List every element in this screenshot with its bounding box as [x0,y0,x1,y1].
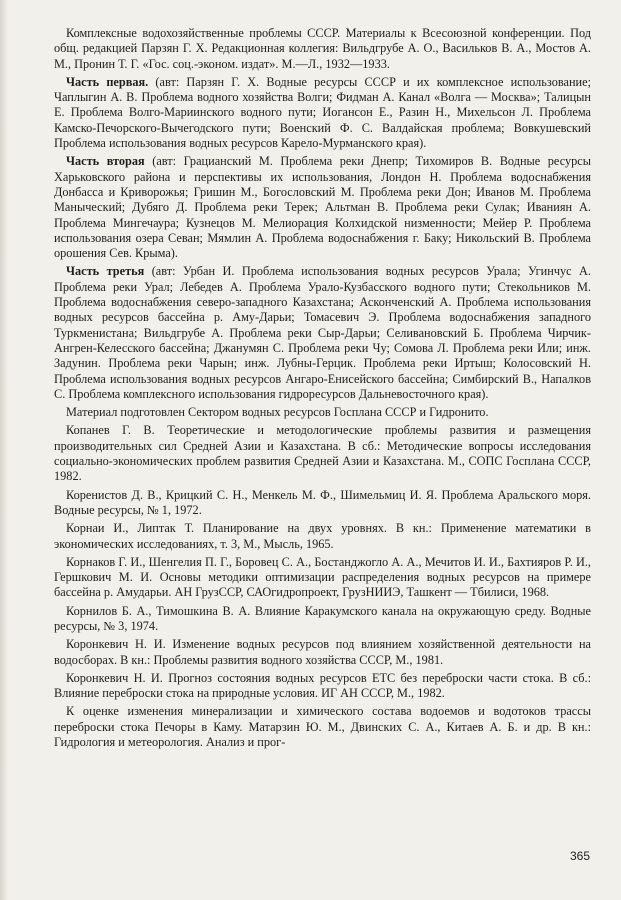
bibliography-entry [54,704,591,750]
bibliography-entry [54,604,591,635]
part-label: Часть первая. [66,74,149,89]
part-label: Часть третья [66,264,145,279]
entry-text: Комплексные водохозяйственные проблемы СССР. Материалы к Всесоюзной конференции. Под общ. редакцией Парзян Г. Х. Редакционная коллегия: Вильдгрубе А. О., Васильков В. А., Мостов А. М., Пронин Т. Г. «Гос. соц.-эконом. издат». М.—Л., 1932—1933. [54,26,591,71]
part-two-entry [54,154,591,261]
bibliography-entry [54,488,591,519]
material-note [54,405,591,420]
entry-text: Корнаи И., Липтак Т. Планирование на двух уровнях. В кн.: Применение математики в экономических исследованиях, т. 3, М., Мысль, 1965. [54,521,591,551]
entry-text: Корнаков Г. И., Шенгелия П. Г., Боровец С. А., Бостанджогло А. А., Мечитов И. И., Бахтияров Р. И., Гершкович М. И. Основы методики оптимизации распределения водных ресурсов на примере бассейна р. Амударьи. АН ГрузССР, САОгидропроект, ГрузНИИЭ, Ташкент — Тбилиси, 1968. [54,554,591,600]
note-text: Материал подготовлен Сектором водных ресурсов Госплана СССР и Гидронито. [66,405,489,420]
bibliography-entry [54,423,591,484]
bibliography-entry [54,521,591,552]
bibliography-entry [54,555,591,601]
bibliography-entry [54,26,591,72]
entry-text: Коронкевич Н. И. Прогноз состояния водных ресурсов ЕТС без переброски части стока. В сб.: Влияние переброски стока на природные условия. ИГ АН СССР, М., 1982. [54,670,591,701]
part-text: (авт: Урбан И. Проблема использования водных ресурсов Урала; Угинчус А. Проблема реки Урал; Лебедев А. Проблема Урало-Кузбасского водного пути; Стекольников М. Проблема водоснабжения северо-западного Казахстана; Асконченский А. Проблема использования водных ресурсов бассейна р. Аму-Дарьи; Томасевич Э. Проблема водоснабжения западного Туркменистана; Вильдгрубе А. Проблема реки Сыр-Дарьи; Селивановский Б. Проблема Чирчик-Ангрен-Келесского бассейна; Джанумян С. Проблема реки Чу; Сомова Л. Проблема реки Или; инж. Задунин. Проблема реки Чарын; инж. Лубны-Герцик. Проблема реки Иртыш; Колосовский Н. Проблема использования водных ресурсов Ангаро-Енисейского бассейна; Симбирский В., Напалков С. Проблема комплексного использования гидроресурсов Дальневосточного края). [54,264,591,401]
part-text: (авт: Парзян Г. Х. Водные ресурсы СССР и их комплексное использование; Чаплыгин А. В. Проблема водного хозяйства Волги; Фидман А. Канал «Волга — Москва»; Талицын Е. Проблема Волго-Мариинского водного пути; Иогансон Е., Разин Н., Михельсон Л. Проблема Камско-Печорского-Вычегодского пути; Военский Ф. С. Валдайская проблема; Вовкушевский Проблема использования водных ресурсов Карело-Мурманского края). [54,74,591,151]
part-three-entry [54,264,591,402]
entry-text: Корнилов Б. А., Тимошкина В. А. Влияние Каракумского канала на окружающую среду. Водные ресурсы, № 3, 1974. [54,603,591,633]
page-number: 365 [569,848,590,863]
bibliography-entry [54,637,591,668]
entry-text: Коренистов Д. В., Крицкий С. Н., Менкель М. Ф., Шимельмиц И. Я. Проблема Аральского моря. Водные ресурсы, № 1, 1972. [54,487,591,517]
entry-text: К оценке изменения минерализации и химического состава водоемов и водотоков трассы переброски стока Печоры в Каму. Матарзин Ю. М., Двинских С. А., Китаев А. Б. и др. В кн.: Гидрология и метеорология. Анализ и прог- [54,704,591,750]
part-one-entry [54,75,591,151]
part-text: (авт: Грацианский М. Проблема реки Днепр; Тихомиров В. Водные ресурсы Харьковского района и перспективы их использования, Лондон Н. Проблема водоснабжения Донбасса и Криворожья; Гришин М., Богословский М. Проблема реки Дон; Иванов М. Проблема Маныческий; Дубяго Д. Проблема реки Терек; Альтман В. Проблема реки Сулак; Иваниян А. Проблема Мингечаура; Кузнецов М. Мелиорация Колхидской низменности; Мейер Р. Проблема использования озера Севан; Мямлин А. Проблема водоснабжения г. Баку; Никольский В. Проблема орошения Сев. Крыма). [54,154,592,261]
entry-text: Коронкевич Н. И. Изменение водных ресурсов под влиянием хозяйственной деятельности на водосборах. В кн.: Проблемы развития водного хозяйства СССР, М., 1981. [54,637,591,667]
bibliography-entry [54,671,591,702]
entry-text: Копанев Г. В. Теоретические и методологические проблемы развития и размещения производительных сил Средней Азии и Казахстана. В сб.: Методические вопросы исследования социально-экономических проблем развития Средней Азии и Казахстана. М., СОПС Госплана СССР, 1982. [54,423,591,484]
part-label: Часть вторая [66,154,145,169]
